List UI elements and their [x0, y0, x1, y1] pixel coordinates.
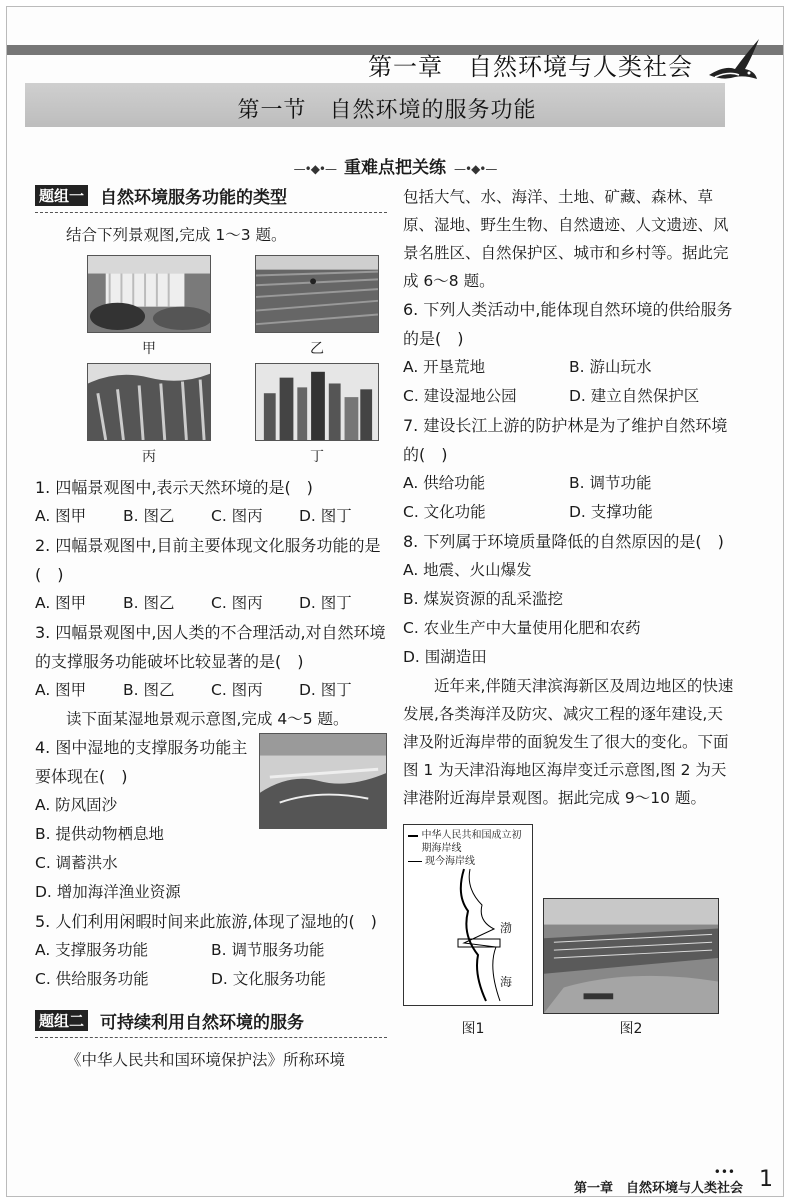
- question-5-stem: 5. 人们利用闲暇时间来此旅游,体现了湿地的( ): [35, 912, 377, 931]
- landscape-ding: [255, 363, 395, 469]
- group2-heading: [35, 1008, 387, 1038]
- question-6-options: [403, 353, 735, 411]
- legend-old-label: 中华人民共和国成立初期海岸线: [421, 830, 522, 854]
- q6-option-a[interactable]: A. 开垦荒地: [403, 358, 486, 376]
- coastline-drawing: [404, 865, 534, 1005]
- q2-option-b[interactable]: B. 图乙: [123, 594, 175, 612]
- q6-option-d[interactable]: D. 建立自然保护区: [569, 387, 700, 405]
- question-8-options: [403, 556, 735, 672]
- q1-option-a[interactable]: A. 图甲: [35, 507, 87, 525]
- waterfall-photo: [87, 255, 211, 333]
- landscape-yi: [255, 255, 395, 361]
- group1-tag: 题组一: [35, 185, 88, 206]
- q3-option-a[interactable]: A. 图甲: [35, 681, 87, 699]
- q3-option-b[interactable]: B. 图乙: [123, 681, 175, 699]
- q2-option-c[interactable]: C. 图丙: [211, 594, 263, 612]
- q8-option-a[interactable]: A. 地震、火山爆发: [403, 561, 532, 579]
- question-4-stem: 4. 图中湿地的支撑服务功能主要体现在( ): [35, 738, 248, 786]
- coastline-map: [403, 824, 533, 1006]
- q4-option-b[interactable]: B. 提供动物栖息地: [35, 825, 164, 843]
- question-7-stem: 7. 建设长江上游的防护林是为了维护自然环境的( ): [403, 416, 728, 464]
- eroded-land-photo: [87, 363, 211, 441]
- question-7-options: [403, 469, 735, 527]
- q5-option-c[interactable]: C. 供给服务功能: [35, 970, 149, 988]
- q5-option-b[interactable]: B. 调节服务功能: [211, 941, 325, 959]
- wetland-photo: [259, 733, 387, 829]
- q4-option-a[interactable]: A. 防风固沙: [35, 796, 118, 814]
- landscape-image-grid: [87, 255, 387, 469]
- question-4-block: [35, 733, 387, 907]
- legend-old-coastline: [408, 829, 526, 855]
- figure-captions: [403, 1018, 735, 1038]
- q5-option-d[interactable]: D. 文化服务功能: [211, 970, 326, 988]
- q6-option-b[interactable]: B. 游山玩水: [569, 358, 652, 376]
- q8-option-b[interactable]: B. 煤炭资源的乱采滥挖: [403, 590, 563, 608]
- q5-option-a[interactable]: A. 支撑服务功能: [35, 941, 149, 959]
- question-2-stem: 2. 四幅景观图中,目前主要体现文化服务功能的是( ): [35, 536, 381, 584]
- page-footer: [7, 1165, 783, 1196]
- right-column: [403, 183, 735, 1038]
- caption-ding: 丁: [310, 449, 324, 465]
- q3-option-c[interactable]: C. 图丙: [211, 681, 263, 699]
- q3-option-d[interactable]: D. 图丁: [299, 681, 352, 699]
- question-3-stem: 3. 四幅景观图中,因人类的不合理活动,对自然环境的支撑服务功能破坏比较显著的是( ): [35, 623, 386, 671]
- sea-label-hai: 海: [500, 975, 513, 989]
- landscape-bing: [87, 363, 227, 469]
- footer-chapter-label: 第一章 自然环境与人类社会: [573, 1181, 743, 1196]
- group1-heading: [35, 183, 387, 213]
- section-title: 第一节 自然环境的服务功能: [237, 98, 537, 123]
- q1-option-c[interactable]: C. 图丙: [211, 507, 263, 525]
- question-8-stem: 8. 下列属于环境质量降低的自然原因的是( ): [403, 532, 724, 551]
- legend-new-label: 现今海岸线: [425, 856, 475, 867]
- group1-title: 自然环境服务功能的类型: [100, 188, 288, 208]
- group1-intro: 结合下列景观图,完成 1～3 题。: [66, 226, 287, 244]
- group2-title: 可持续利用自然环境的服务: [100, 1013, 305, 1033]
- chapter-title: 第一章 自然环境与人类社会: [368, 53, 693, 81]
- wetland-intro: 读下面某湿地景观示意图,完成 4～5 题。: [66, 710, 349, 728]
- q2-option-a[interactable]: A. 图甲: [35, 594, 87, 612]
- q6-option-c[interactable]: C. 建设湿地公园: [403, 387, 517, 405]
- question-1-stem: 1. 四幅景观图中,表示天然环境的是( ): [35, 478, 313, 497]
- landscape-jia: [87, 255, 227, 361]
- map-legend: [408, 829, 526, 868]
- sea-label-bo: 渤: [500, 921, 513, 935]
- question-5-options: [35, 936, 387, 994]
- q7-option-c[interactable]: C. 文化功能: [403, 503, 486, 521]
- caption-jia: 甲: [142, 341, 156, 357]
- group2-intro-right: 包括大气、水、海洋、土地、矿藏、森林、草原、湿地、野生生物、自然遗迹、人文遗迹、风景名胜区、自然保护区、城市和乡村等。据此完成 6～8 题。: [403, 188, 729, 290]
- q7-option-a[interactable]: A. 供给功能: [403, 474, 486, 492]
- farmland-photo: [255, 255, 379, 333]
- page-number: 1: [759, 1167, 773, 1192]
- figure1-caption: 图1: [461, 1021, 485, 1037]
- figures-row: [403, 824, 735, 1014]
- banner-title: 重难点把关练: [344, 158, 446, 178]
- q2-option-d[interactable]: D. 图丁: [299, 594, 352, 612]
- question-3-options: [35, 676, 387, 705]
- question-6-stem: 6. 下列人类活动中,能体现自然环境的供给服务的是( ): [403, 300, 733, 348]
- city-photo: [255, 363, 379, 441]
- group2-tag: 题组二: [35, 1010, 88, 1031]
- group2-intro-left: 《中华人民共和国环境保护法》所称环境: [66, 1051, 346, 1069]
- port-photo: [543, 898, 719, 1014]
- q7-option-b[interactable]: B. 调节功能: [569, 474, 652, 492]
- question-1-options: [35, 502, 387, 531]
- figure2-caption: 图2: [619, 1021, 643, 1037]
- banner-left-decoration: —•◆•—: [293, 162, 336, 176]
- caption-bing: 丙: [142, 449, 156, 465]
- q8-option-c[interactable]: C. 农业生产中大量使用化肥和农药: [403, 619, 641, 637]
- q4-option-c[interactable]: C. 调蓄洪水: [35, 854, 118, 872]
- tianjin-intro: 近年来,伴随天津滨海新区及周边地区的快速发展,各类海洋及防灾、减灾工程的逐年建设,天津及附近海岸带的面貌发生了很大的变化。下面图 1 为天津沿海地区海岸变迁示意图,图 2 为天津港附近海岸景观图。据此完成 9～10 题。: [403, 677, 734, 807]
- q7-option-d[interactable]: D. 支撑功能: [569, 503, 653, 521]
- caption-yi: 乙: [310, 341, 324, 357]
- section-banner: [7, 153, 783, 178]
- left-column: [35, 183, 387, 1074]
- workbook-page: [6, 6, 784, 1197]
- footer-dots: •••: [713, 1165, 735, 1179]
- banner-right-decoration: —•◆•—: [454, 162, 497, 176]
- q1-option-b[interactable]: B. 图乙: [123, 507, 175, 525]
- question-2-options: [35, 589, 387, 618]
- q4-option-d[interactable]: D. 增加海洋渔业资源: [35, 883, 181, 901]
- question-4-options: [35, 791, 251, 907]
- old-line-swatch: [408, 835, 418, 855]
- q1-option-d[interactable]: D. 图丁: [299, 507, 352, 525]
- q8-option-d[interactable]: D. 围湖造田: [403, 648, 487, 666]
